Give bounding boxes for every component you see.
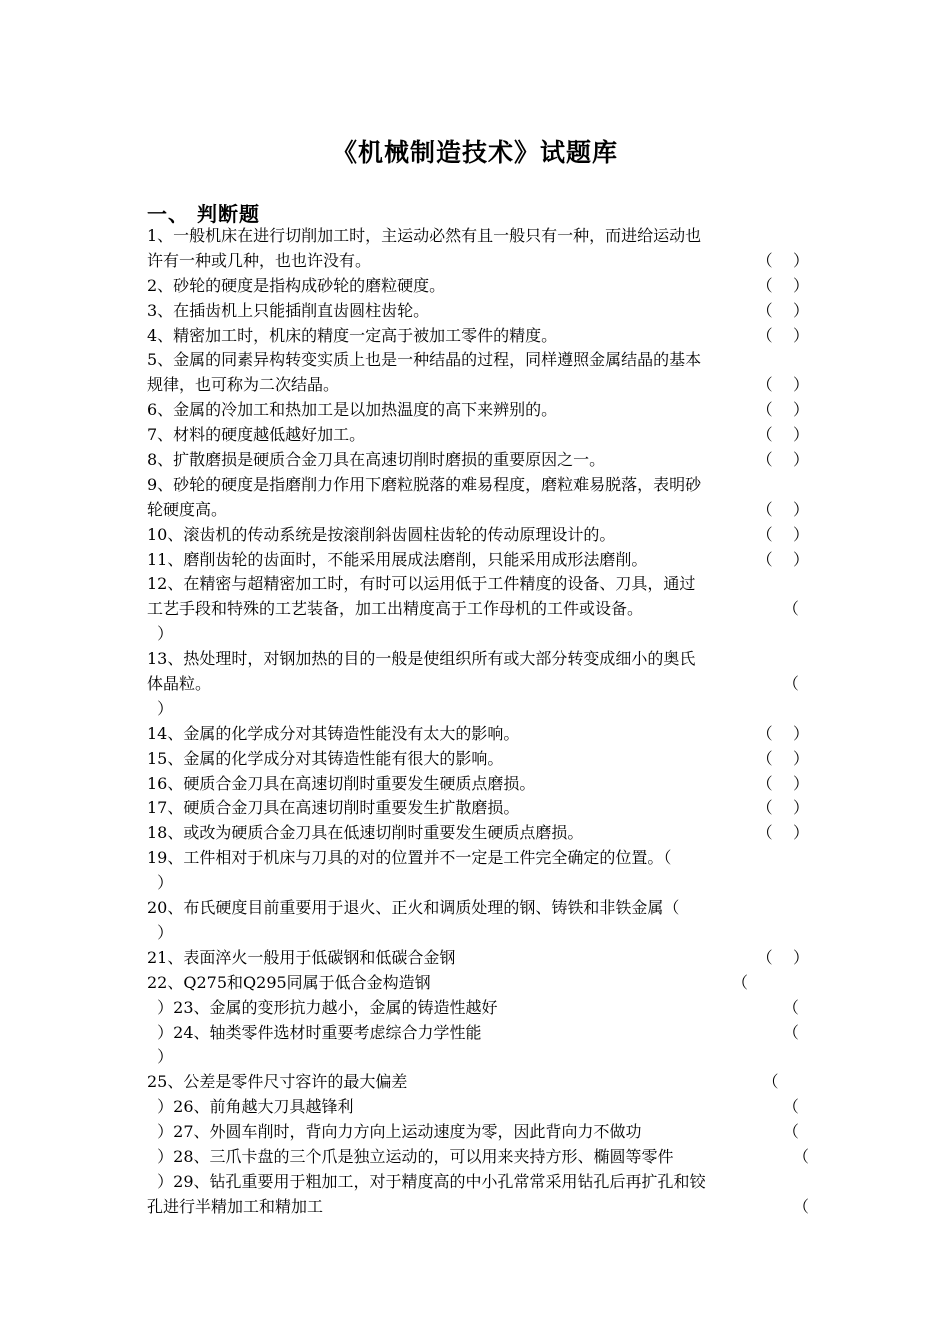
answer-bracket: （ ）	[756, 400, 809, 420]
question-line	[147, 697, 809, 722]
question-line	[147, 996, 809, 1021]
question-text: 6、金属的冷加工和热加工是以加热温度的高下来辨别的。	[147, 400, 558, 420]
question-line	[147, 821, 809, 846]
question-line	[147, 921, 809, 946]
answer-bracket: （ ）	[756, 499, 809, 519]
question-text: 5、金属的同素异构转变实质上也是一种结晶的过程，同样遵照金属结晶的基本	[147, 350, 702, 370]
question-text: 孔进行半精加工和精加工	[147, 1196, 324, 1216]
question-text: 轮硬度高。	[147, 499, 228, 519]
answer-bracket: （ ）	[756, 723, 809, 743]
question-text: ）	[147, 698, 174, 718]
question-text: 16、硬质合金刀具在高速切削时重要发生硬质点磨损。	[147, 773, 536, 793]
question-text: ）27、外圆车削时，背向力方向上运动速度为零，因此背向力不做功	[147, 1122, 642, 1142]
answer-bracket: （	[782, 1097, 809, 1117]
question-text: 19、工件相对于机床与刀具的对的位置并不一定是工件完全确定的位置。（	[147, 848, 672, 868]
question-line	[147, 224, 809, 249]
answer-bracket: （ ）	[756, 947, 809, 967]
question-line	[147, 1170, 809, 1195]
question-text: 17、硬质合金刀具在高速切削时重要发生扩散磨损。	[147, 798, 520, 818]
question-line	[147, 274, 809, 299]
answer-bracket: （	[792, 1146, 809, 1166]
question-line	[147, 1070, 809, 1095]
answer-bracket: （ ）	[756, 275, 809, 295]
question-line	[147, 672, 809, 697]
question-line	[147, 796, 809, 821]
question-line	[147, 423, 809, 448]
answer-bracket: （ ）	[756, 524, 809, 544]
question-text: 2、砂轮的硬度是指构成砂轮的磨粒硬度。	[147, 275, 446, 295]
answer-bracket: （ ）	[756, 375, 809, 395]
question-line	[147, 299, 809, 324]
question-line	[147, 747, 809, 772]
question-line	[147, 572, 809, 597]
answer-bracket: （ ）	[756, 325, 809, 345]
answer-bracket: （	[782, 1122, 809, 1142]
question-line	[147, 1045, 809, 1070]
answer-bracket: （ ）	[756, 773, 809, 793]
question-text: 体晶粒。	[147, 674, 212, 694]
answer-bracket: （	[762, 1072, 809, 1092]
question-line	[147, 622, 809, 647]
answer-bracket: （ ）	[756, 300, 809, 320]
question-text: 3、在插齿机上只能插削直齿圆柱齿轮。	[147, 300, 430, 320]
answer-bracket: （ ）	[756, 250, 809, 270]
question-line	[147, 398, 809, 423]
question-text: 18、或改为硬质合金刀具在低速切削时重要发生硬质点磨损。	[147, 823, 584, 843]
question-text: 14、金属的化学成分对其铸造性能没有太大的影响。	[147, 723, 520, 743]
question-line	[147, 324, 809, 349]
question-line	[147, 772, 809, 797]
question-text: 13、热处理时，对钢加热的目的一般是使组织所有或大部分转变成细小的奥氏	[147, 649, 696, 669]
question-text: 规律，也可称为二次结晶。	[147, 375, 340, 395]
question-list	[147, 224, 809, 1220]
question-text: ）	[147, 873, 174, 893]
question-text: 4、精密加工时，机床的精度一定高于被加工零件的精度。	[147, 325, 558, 345]
question-line	[147, 348, 809, 373]
question-text: 8、扩散磨损是硬质合金刀具在高速切削时磨损的重要原因之一。	[147, 450, 606, 470]
question-text: ）	[147, 922, 174, 942]
question-text: 20、布氏硬度目前重要用于退火、正火和调质处理的钢、铸铁和非铁金属（	[147, 898, 680, 918]
question-line	[147, 1021, 809, 1046]
question-line	[147, 946, 809, 971]
question-text: 22、Q275和Q295同属于低合金构造钢	[147, 972, 431, 992]
answer-bracket: （	[782, 997, 809, 1017]
answer-bracket: （	[782, 1022, 809, 1042]
question-line	[147, 971, 809, 996]
question-line	[147, 448, 809, 473]
question-line	[147, 1195, 809, 1220]
question-line	[147, 846, 809, 871]
question-text: ）	[147, 1047, 174, 1067]
answer-bracket: （ ）	[756, 823, 809, 843]
question-text: ）23、金属的变形抗力越小，金属的铸造性越好	[147, 997, 498, 1017]
question-line	[147, 597, 809, 622]
answer-bracket: （	[731, 972, 809, 992]
question-text: ）29、钻孔重要用于粗加工，对于精度高的中小孔常常采用钻孔后再扩孔和铰	[147, 1171, 706, 1191]
answer-bracket: （ ）	[756, 748, 809, 768]
question-line	[147, 1095, 809, 1120]
question-text: 11、磨削齿轮的齿面时，不能采用展成法磨削，只能采用成形法磨削。	[147, 549, 648, 569]
question-text: ）28、三爪卡盘的三个爪是独立运动的，可以用来夹持方形、椭圆等零件	[147, 1146, 674, 1166]
question-line	[147, 722, 809, 747]
answer-bracket: （ ）	[756, 798, 809, 818]
answer-bracket: （	[782, 599, 809, 619]
section-heading: 一、 判断题	[147, 202, 260, 226]
question-line	[147, 373, 809, 398]
question-text: 7、材料的硬度越低越好加工。	[147, 425, 366, 445]
question-text: 15、金属的化学成分对其铸造性能有很大的影响。	[147, 748, 504, 768]
answer-bracket: （ ）	[756, 549, 809, 569]
question-text: 10、滚齿机的传动系统是按滚削斜齿圆柱齿轮的传动原理设计的。	[147, 524, 616, 544]
document-title: 《机械制造技术》试题库	[331, 138, 618, 167]
question-line	[147, 896, 809, 921]
question-text: ）	[147, 624, 174, 644]
question-text: 9、砂轮的硬度是指磨削力作用下磨粒脱落的难易程度，磨粒难易脱落，表明砂	[147, 474, 702, 494]
question-text: 许有一种或几种，也也许没有。	[147, 250, 372, 270]
question-text: 工艺手段和特殊的工艺装备，加工出精度高于工作母机的工件或设备。	[147, 599, 644, 619]
answer-bracket: （ ）	[756, 425, 809, 445]
question-line	[147, 871, 809, 896]
question-text: ）24、轴类零件选材时重要考虑综合力学性能	[147, 1022, 482, 1042]
question-line	[147, 1120, 809, 1145]
question-line	[147, 249, 809, 274]
question-line	[147, 548, 809, 573]
answer-bracket: （	[782, 674, 809, 694]
answer-bracket: （ ）	[756, 450, 809, 470]
question-line	[147, 498, 809, 523]
question-line	[147, 473, 809, 498]
question-text: 21、表面淬火一般用于低碳钢和低碳合金钢	[147, 947, 456, 967]
question-line	[147, 523, 809, 548]
question-text: 25、公差是零件尺寸容许的最大偏差	[147, 1072, 408, 1092]
question-text: 1、一般机床在进行切削加工时，主运动必然有且一般只有一种，而进给运动也	[147, 226, 702, 245]
answer-bracket: （	[792, 1196, 809, 1216]
question-text: 12、在精密与超精密加工时，有时可以运用低于工件精度的设备、刀具，通过	[147, 574, 696, 594]
question-line	[147, 1145, 809, 1170]
question-line	[147, 647, 809, 672]
question-text: ）26、前角越大刀具越锋利	[147, 1097, 354, 1117]
